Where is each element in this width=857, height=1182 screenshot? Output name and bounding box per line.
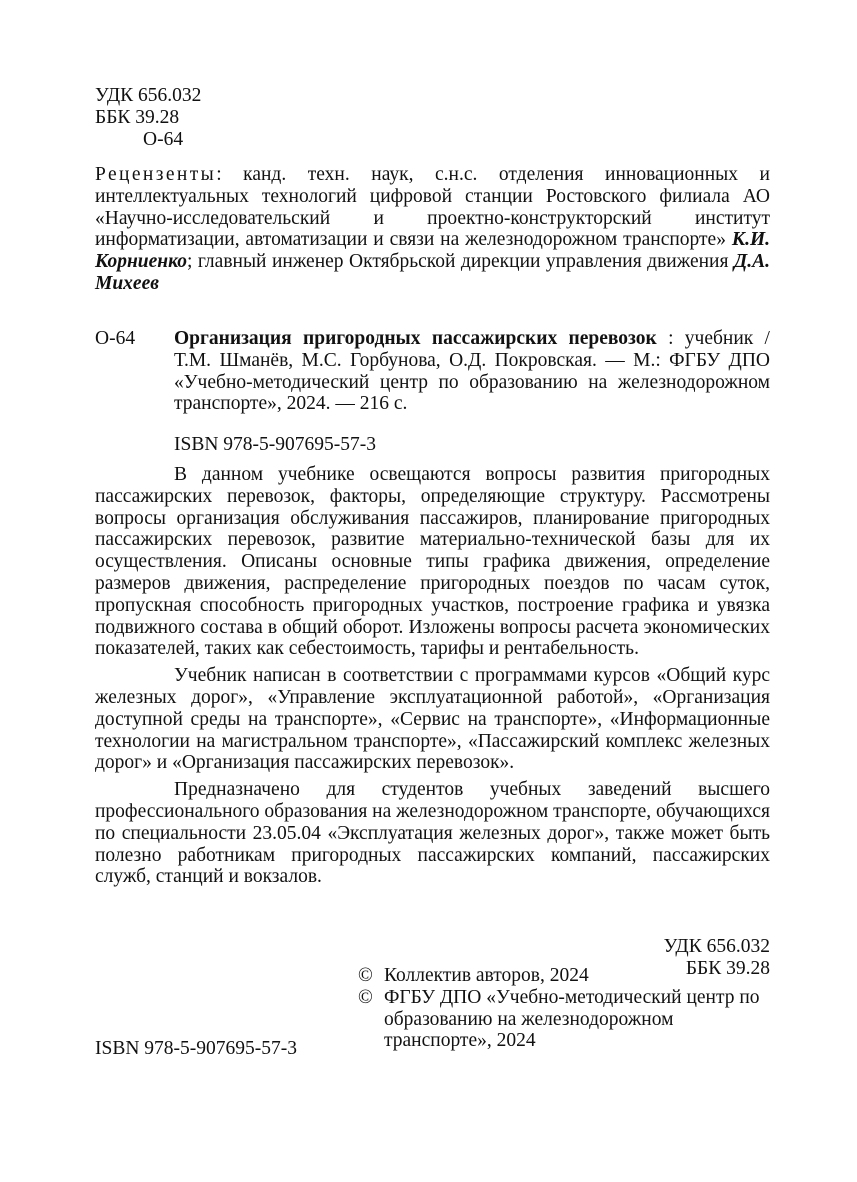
copyright-line-1 (358, 965, 778, 987)
copyright-block (358, 965, 778, 1052)
reviewer-1-name: К.И. Корниенко (95, 229, 770, 273)
abstract-paragraph-2: Учебник написан в соответствии с программами курсов «Общий курс железных дорог», «Управление эксплуатационной работой», «Организация доступной среды на транспорте», «Сервис на транспорте», «Информационные технологии на магистральном транспорте», «Пассажирский комплекс железных дорог» и «Организация пассажирских перевозок». (95, 665, 770, 774)
bottom-isbn: ISBN 978-5-907695-57-3 (95, 1038, 298, 1059)
footer-udk-code: УДК 656.032 (663, 936, 770, 957)
abstract-paragraph-1: В данном учебнике освещаются вопросы развития пригородных пассажирских перевозок, факторы, определяющие структуру. Рассмотрены вопросы организация обслуживания пассажиров, планирование пригородных пассажирских перевозок, развитие материально-технической базы для их осуществления. Описаны основные типы графика движения, определение размеров движения, распределение пригородных поездов по часам суток, пропускная способность пригородных участков, построение графика и увязка подвижного состава в общий оборот. Изложены вопросы расчета экономических показателей, таких как себестоимость, тарифы и рентабельность. (95, 464, 770, 660)
abstract-paragraph-3: Предназначено для студентов учебных заведений высшего профессионального образования на железнодорожном транспорте, обучающихся по специальности 23.05.04 «Эксплуатация железных дорог», также может быть полезно работникам пригородных пассажирских компаний, пассажирских служб, станций и вокзалов. (95, 779, 770, 888)
footer-bbk-code: ББК 39.28 (685, 957, 770, 979)
book-title: Организация пригородных пассажирских перевозок (174, 328, 657, 349)
biblio-author-mark: О-64 (95, 328, 136, 349)
reviewer-2-name: Д.А. Михеев (95, 251, 770, 294)
reviewers-block (95, 164, 770, 295)
author-mark: О-64 (143, 128, 184, 150)
bbk-code: ББК 39.28 (95, 106, 180, 128)
reviewers-label: Рецензенты (95, 164, 217, 185)
reviewers-text-2: ; главный инженер Октябрьской дирекции управления движения (187, 251, 734, 273)
bibliographic-record (95, 328, 770, 415)
abstract (95, 464, 770, 893)
copyright-icon: © (358, 986, 373, 1008)
copyright-line-2 (358, 987, 778, 1052)
classification-codes (95, 85, 201, 150)
copyright-authors: Коллектив авторов, 2024 (384, 965, 589, 986)
biblio-isbn: ISBN 978-5-907695-57-3 (174, 434, 377, 455)
biblio-description: : учебник / Т.М. Шманёв, М.С. Горбунова, О.Д. Покровская. — М.: ФГБУ ДПО «Учебно-методический центр по образованию на железнодорожном транспорте», 2024. — 216 с. (174, 328, 770, 415)
udk-code: УДК 656.032 (95, 85, 202, 106)
reviewers-text-1: : канд. техн. наук, с.н.с. отделения инновационных и интеллектуальных технологий цифровой станции Ростовского филиала АО «Научно-исследовательский и проектно-конструкторский институт информатизации, автоматизации и связи на железнодорожном транспорте» (95, 164, 770, 251)
biblio-text (174, 328, 770, 415)
copyright-icon: © (358, 965, 373, 986)
copyright-publisher: ФГБУ ДПО «Учебно-методический центр по образованию на железнодорожном транспорте», 2024 (384, 986, 760, 1052)
